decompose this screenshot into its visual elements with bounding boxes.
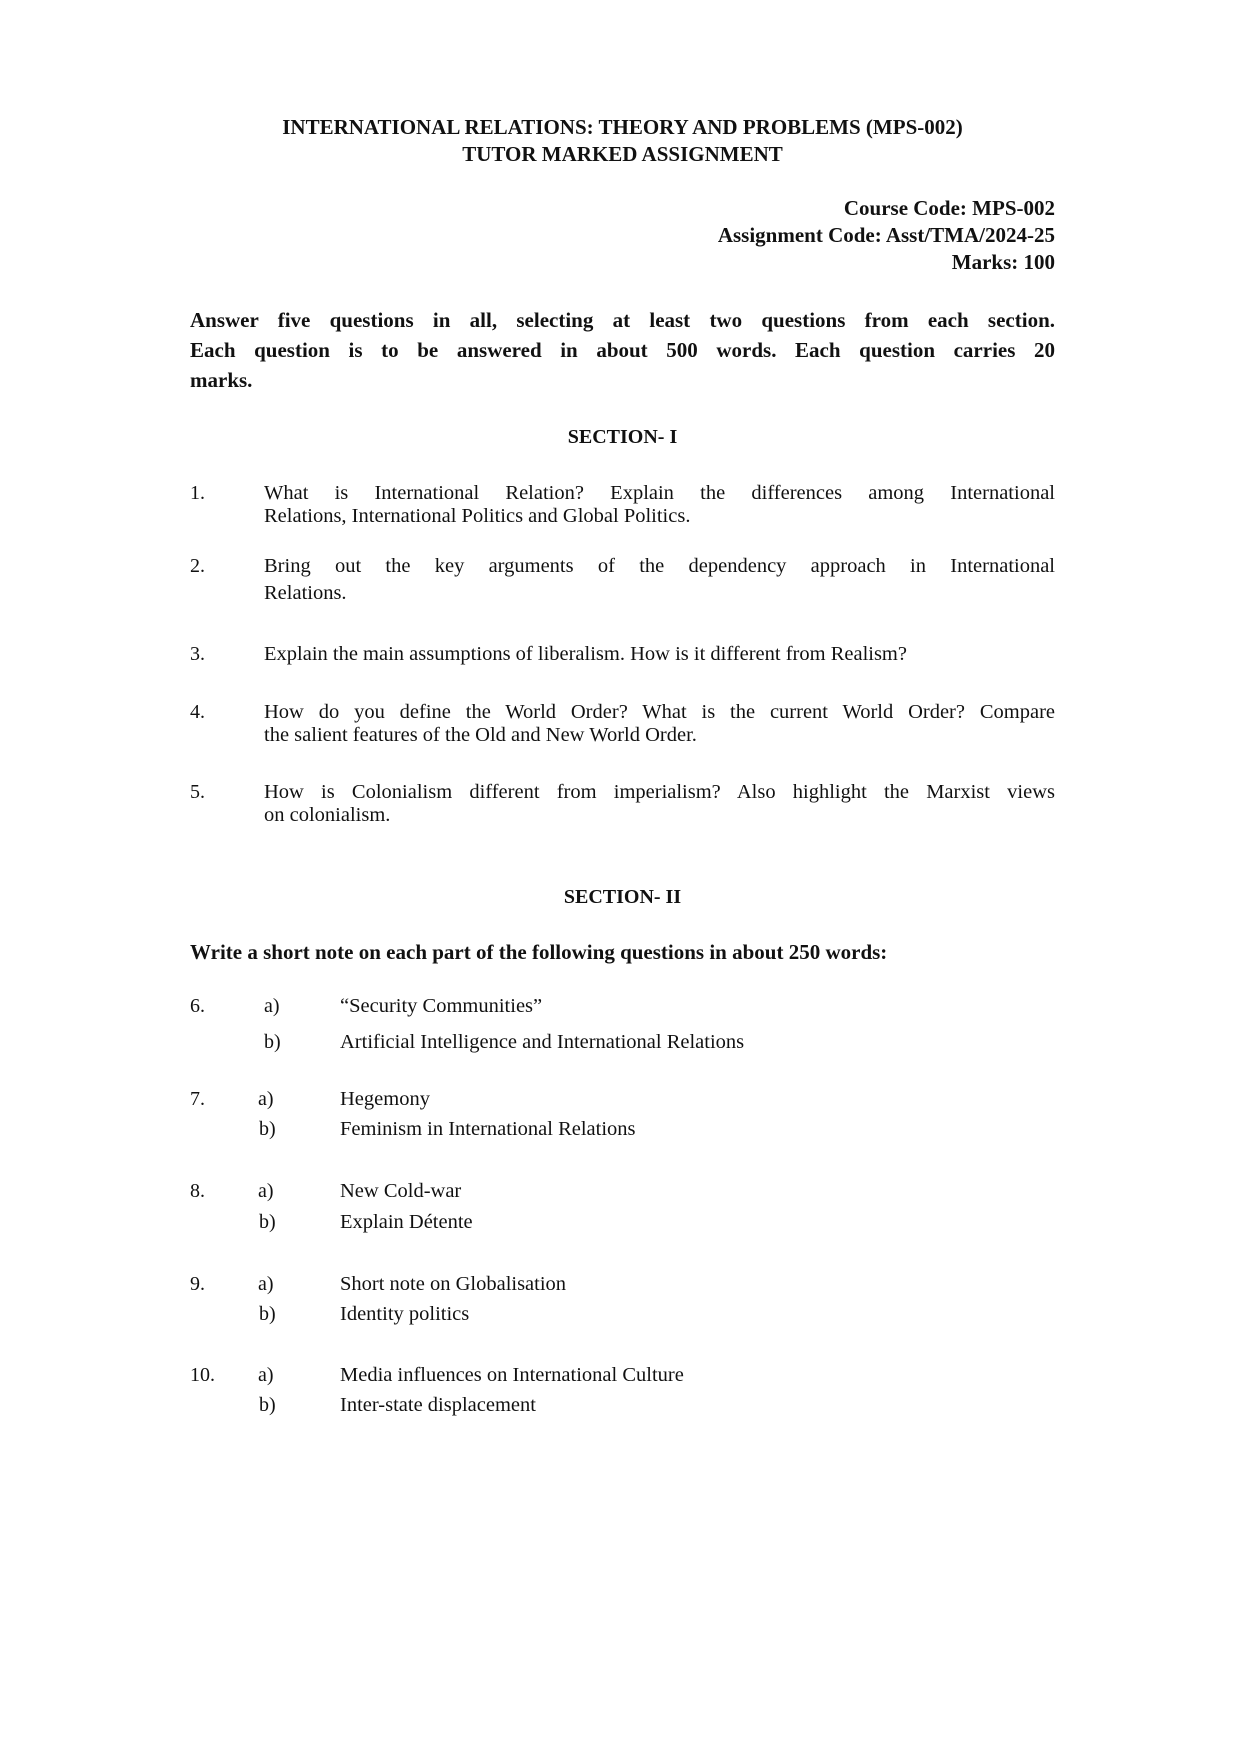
course-code: Course Code: MPS-002 — [843, 196, 1055, 220]
section-1-heading: SECTION- I — [567, 426, 678, 448]
part-label: b) — [259, 1394, 276, 1416]
total-marks: Marks: 100 — [951, 250, 1055, 274]
part-text: Inter-state displacement — [340, 1394, 536, 1416]
instructions-line-3: marks. — [190, 368, 253, 392]
question-text-line: Bring out the key arguments of the dependency approach in International — [264, 555, 1055, 577]
part-text: Artificial Intelligence and International Relations — [340, 1031, 745, 1053]
question-number: 9. — [190, 1273, 205, 1295]
question-text-line: Explain the main assumptions of liberalism. How is it different from Realism? — [264, 643, 907, 665]
part-text: “Security Communities” — [340, 995, 543, 1017]
part-text: New Cold-war — [340, 1180, 462, 1202]
part-label: b) — [259, 1118, 276, 1140]
part-text: Identity politics — [340, 1303, 470, 1325]
part-label: a) — [264, 995, 280, 1017]
question-text-line: How do you define the World Order? What is the current World Order? Compare — [264, 701, 1055, 723]
document-title: INTERNATIONAL RELATIONS: THEORY AND PROBLEMS (MPS-002) — [282, 115, 963, 139]
part-label: b) — [259, 1303, 276, 1325]
part-label: a) — [258, 1364, 274, 1386]
part-label: a) — [258, 1180, 274, 1202]
question-text-line: the salient features of the Old and New World Order. — [264, 724, 697, 746]
instructions-line-1: Answer five questions in all, selecting at least two questions from each section. — [190, 308, 1055, 332]
section-2-heading: SECTION- II — [563, 886, 682, 908]
part-text: Media influences on International Culture — [340, 1364, 684, 1386]
assignment-code: Assignment Code: Asst/TMA/2024-25 — [717, 223, 1055, 247]
question-number: 4. — [190, 701, 205, 723]
instructions-line-2: Each question is to be answered in about 500 words. Each question carries 20 — [190, 338, 1055, 362]
question-number: 7. — [190, 1088, 205, 1110]
question-number: 3. — [190, 643, 205, 665]
question-number: 8. — [190, 1180, 205, 1202]
question-text-line: Relations. — [264, 582, 347, 604]
document-subtitle: TUTOR MARKED ASSIGNMENT — [462, 142, 783, 166]
question-text-line: on colonialism. — [264, 804, 391, 826]
question-text-line: What is International Relation? Explain the differences among International — [264, 482, 1055, 504]
question-number: 1. — [190, 482, 205, 504]
part-label: b) — [259, 1211, 276, 1233]
question-number: 5. — [190, 781, 205, 803]
question-number: 6. — [190, 995, 205, 1017]
part-text: Short note on Globalisation — [340, 1273, 567, 1295]
part-text: Feminism in International Relations — [340, 1118, 636, 1140]
question-text-line: How is Colonialism different from imperialism? Also highlight the Marxist views — [264, 781, 1055, 803]
part-text: Hegemony — [340, 1088, 430, 1110]
part-text: Explain Détente — [340, 1211, 473, 1233]
part-label: a) — [258, 1088, 274, 1110]
question-number: 10. — [190, 1364, 215, 1386]
part-label: b) — [264, 1031, 281, 1053]
question-text-line: Relations, International Politics and Global Politics. — [264, 505, 691, 527]
question-number: 2. — [190, 555, 205, 577]
section-2-instruction: Write a short note on each part of the following questions in about 250 words: — [190, 940, 888, 964]
part-label: a) — [258, 1273, 274, 1295]
